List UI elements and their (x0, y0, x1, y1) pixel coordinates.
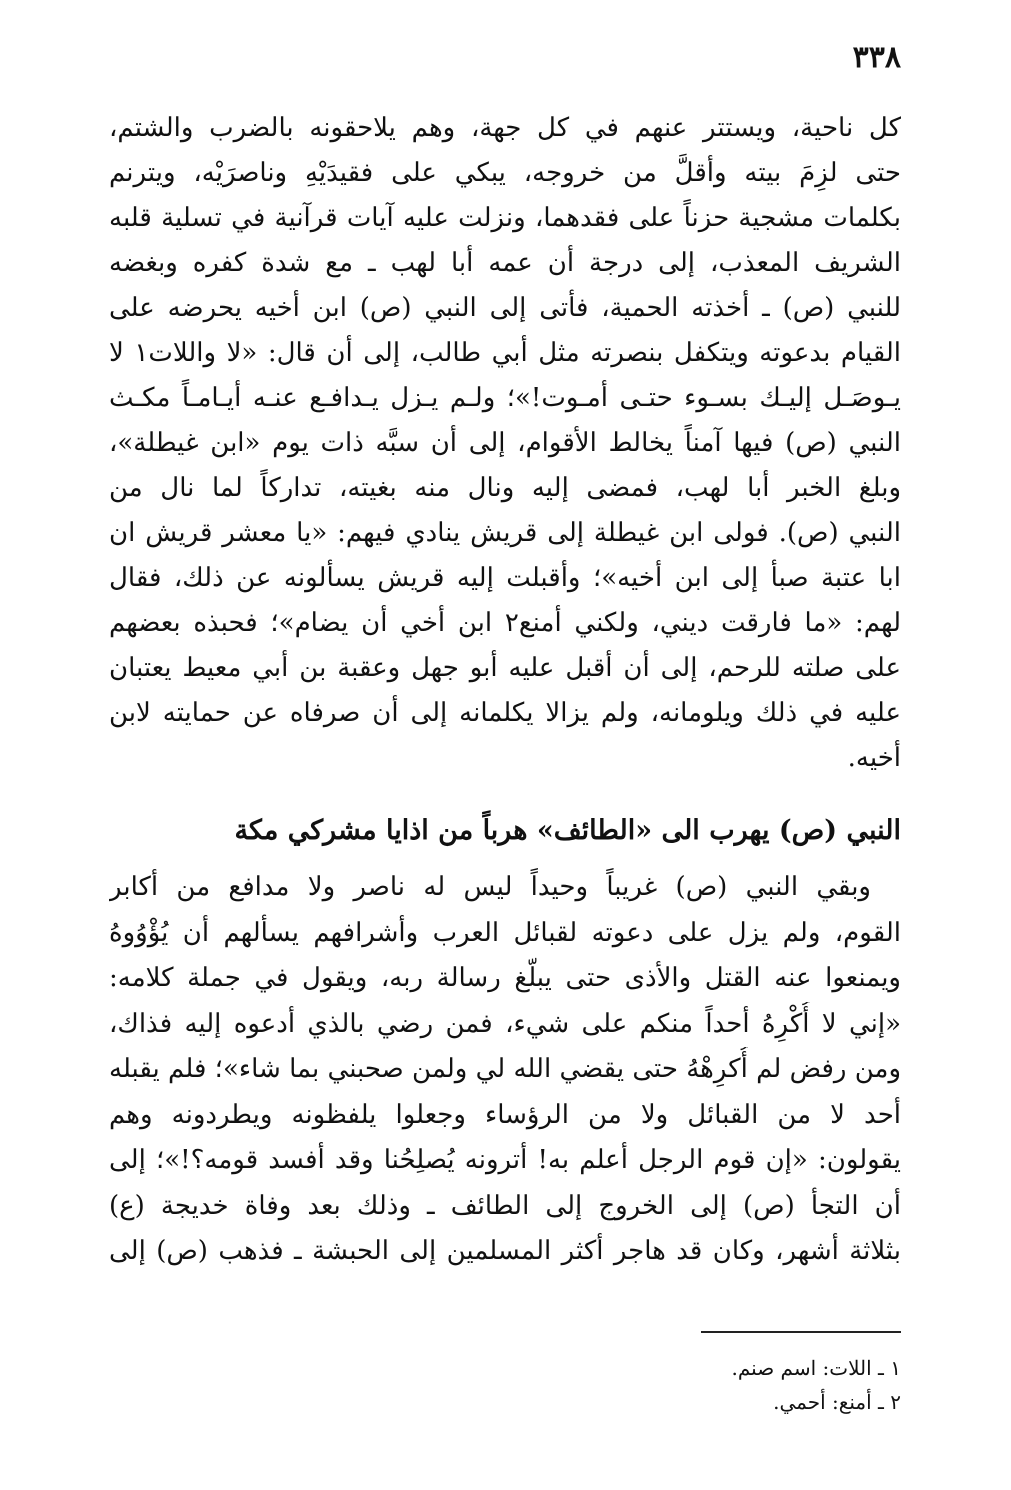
paragraph-line: حتى لزِمَ بيته وأقلَّ من خروجه، يبكي على فقيدَيْهِ وناصرَيْه، ويترنم (109, 158, 901, 188)
paragraph-line: أخيه. (847, 743, 901, 773)
paragraph-line: ابا عتبة صبأ إلى ابن أخيه»؛ وأقبلت إليه قريش يسألونه عن ذلك، فقال (109, 563, 901, 593)
paragraph-line: بكلمات مشجية حزناً على فقدهما، ونزلت عليه آيات قرآنية في تسلية قلبه (109, 203, 901, 233)
section-heading: النبي (ص) يهرب الى «الطائف» هرباً من اذايا مشركي مكة (234, 815, 901, 846)
paragraph-2 (109, 865, 901, 1275)
paragraph-line: يـوصَـل إليـك بسـوء حتـى أمـوت!»؛ ولـم يـزل يـدافـع عنـه أيـامـاً مكـث (109, 383, 901, 413)
paragraph-line: كل ناحية، ويستتر عنهم في كل جهة، وهم يلاحقونه بالضرب والشتم، (109, 113, 901, 143)
footnote: ١ ـ اللات: اسم صنم. (731, 1356, 901, 1380)
paragraph-line: أن التجأ (ص) إلى الخروج إلى الطائف ـ وذلك بعد وفاة خديجة (ع) (109, 1190, 901, 1221)
paragraph-line: ومن رفض لم أُكرِهْهُ حتى يقضي الله لي ولمن صحبني بما شاء»؛ فلم يقبله (109, 1054, 901, 1084)
paragraph-1 (109, 106, 901, 781)
paragraph-line: يقولون: «إن قوم الرجل أعلم به! أترونه يُصلِحُنا وقد أفسد قومه؟!»؛ إلى (109, 1145, 901, 1175)
paragraph-line: للنبي (ص) ـ أخذته الحمية، فأتى إلى النبي (ص) ابن أخيه يحرضه على (109, 293, 901, 323)
paragraph-line: النبي (ص) فيها آمناً يخالط الأقوام، إلى أن سبَّه ذات يوم «ابن غيطلة»، (109, 428, 901, 458)
paragraph-line: القوم، ولم يزل على دعوته لقبائل العرب وأشرافهم يسألهم أن يُؤْوُوهُ (109, 917, 901, 948)
footnote: ٢ ـ أمنع: أحمي. (773, 1390, 901, 1414)
paragraph-line: على صلته للرحم، إلى أن أقبل عليه أبو جهل وعقبة بن أبي معيط يعتبان (109, 653, 901, 683)
paragraph-line: وبقي النبي (ص) غريباً وحيداً ليس له ناصر ولا مدافع من أكابر (109, 872, 871, 902)
page-number: ٣٣٨ (852, 40, 901, 75)
paragraph-line: أحد لا من القبائل ولا من الرؤساء وجعلوا يلفظونه ويطردونه وهم (109, 1099, 901, 1130)
paragraph-line: ويمنعوا عنه القتل والأذى حتى يبلّغ رسالة ربه، ويقول في جملة كلامه: (109, 963, 901, 993)
footnote-divider (701, 1331, 901, 1333)
paragraph-line: «إني لا أُكْرِهُ أحداً منكم على شيء، فمن رضي بالذي أدعوه إليه فذاك، (109, 1008, 901, 1039)
paragraph-line: القيام بدعوته ويتكفل بنصرته مثل أبي طالب، إلى أن قال: «لا واللات١ لا (109, 338, 901, 368)
paragraph-line: لهم: «ما فارقت ديني، ولكني أمنع٢ ابن أخي أن يضام»؛ فحبذه بعضهم (109, 608, 901, 638)
paragraph-line: وبلغ الخبر أبا لهب، فمضى إليه ونال منه بغيته، تداركاً لما نال من (109, 473, 901, 503)
paragraph-line: النبي (ص). فولى ابن غيطلة إلى قريش ينادي فيهم: «يا معشر قريش ان (109, 518, 901, 548)
footnotes (109, 1352, 901, 1420)
paragraph-line: عليه في ذلك ويلومانه، ولم يزالا يكلمانه إلى أن صرفاه عن حمايته لابن (109, 698, 901, 728)
paragraph-line: الشريف المعذب، إلى درجة أن عمه أبا لهب ـ مع شدة كفره وبغضه (109, 248, 901, 278)
paragraph-line: بثلاثة أشهر، وكان قد هاجر أكثر المسلمين إلى الحبشة ـ فذهب (ص) إلى (109, 1236, 901, 1266)
